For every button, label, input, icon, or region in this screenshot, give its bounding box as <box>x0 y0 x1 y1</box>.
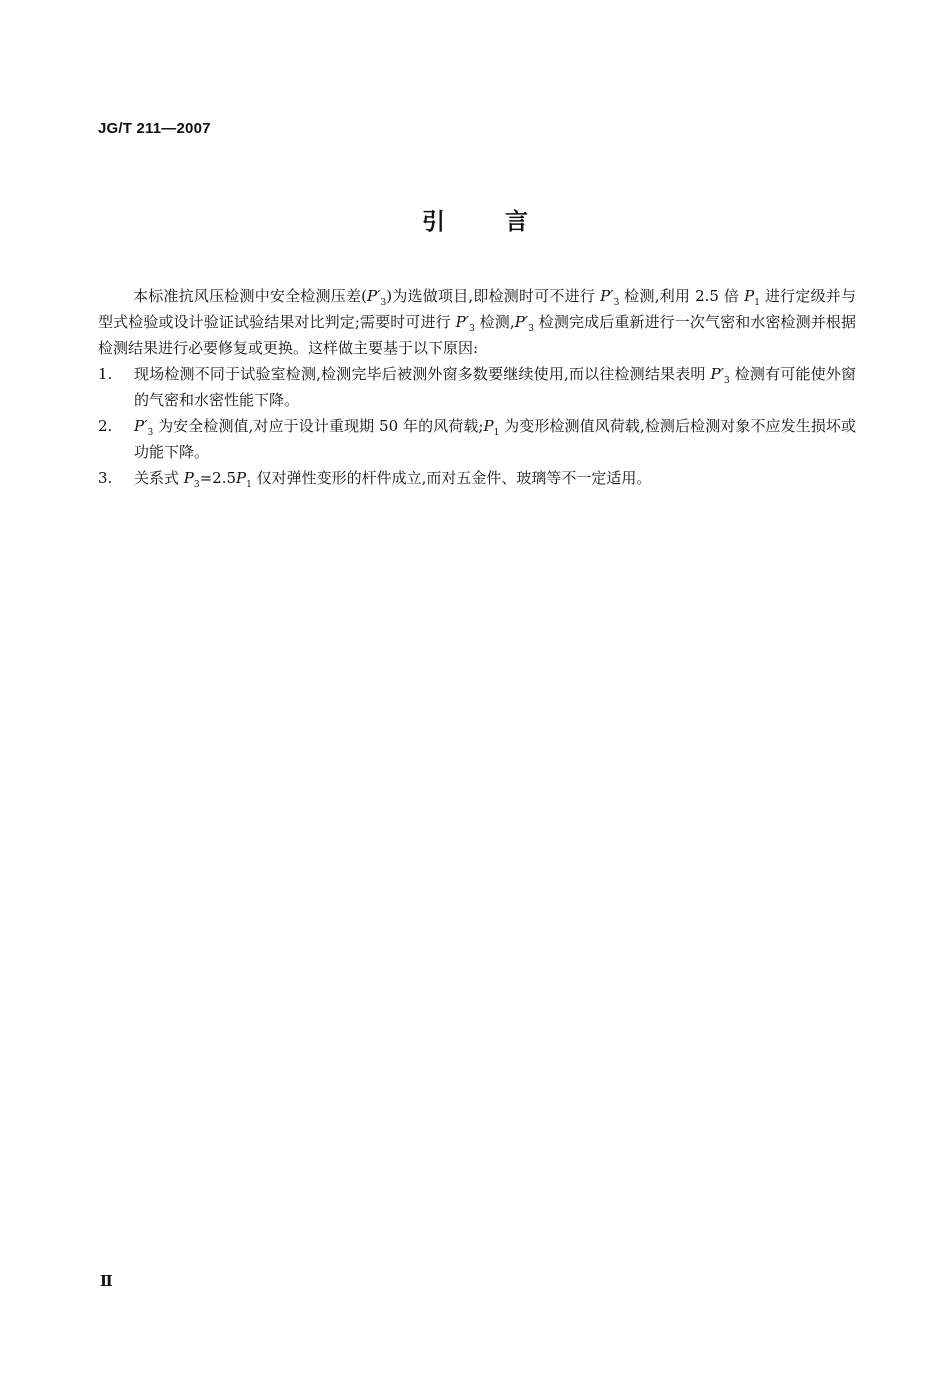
reason-list <box>98 361 856 491</box>
list-text: 现场检测不同于试验室检测,检测完毕后被测外窗多数要继续使用,而以往检测结果表明 $P'_3$ 检测有可能使外窗的气密和水密性能下降。 <box>134 365 856 409</box>
intro-paragraph: 本标准抗风压检测中安全检测压差$(P'_3)$为选做项目,即检测时可不进行 $P'_3$ 检测,利用 2.5 倍 $P_1$ 进行定级并与型式检验或设计验证试验结果对比判定;需要时可进行 $P'_3$ 检测$,P'_3$ 检测完成后重新进行一次气密和水密检测并根据检测结果进行必要修复或更换。这样做主要基于以下原因: <box>98 287 857 357</box>
list-item <box>98 413 856 465</box>
list-text: 关系式 $P_3=2.5P_1$ 仅对弹性变形的杆件成立,而对五金件、玻璃等不一定适用。 <box>134 469 652 490</box>
list-number: 2. <box>98 417 113 435</box>
list-item <box>98 465 856 491</box>
document-body <box>98 283 856 491</box>
list-text: $P'_3$ 为安全检测值,对应于设计重现期 50 年的风荷载$;P_1$ 为变形检测值风荷载,检测后检测对象不应发生损坏或功能下降。 <box>134 417 856 461</box>
page-title <box>0 203 950 236</box>
title-char-1: 引 <box>422 209 445 235</box>
page-number: Ⅱ <box>100 1272 113 1290</box>
list-number: 1. <box>98 365 113 383</box>
title-char-2: 言 <box>505 209 528 235</box>
list-number: 3. <box>98 469 113 487</box>
list-item <box>98 361 856 413</box>
standard-code: JG/T 211—2007 <box>98 120 211 137</box>
